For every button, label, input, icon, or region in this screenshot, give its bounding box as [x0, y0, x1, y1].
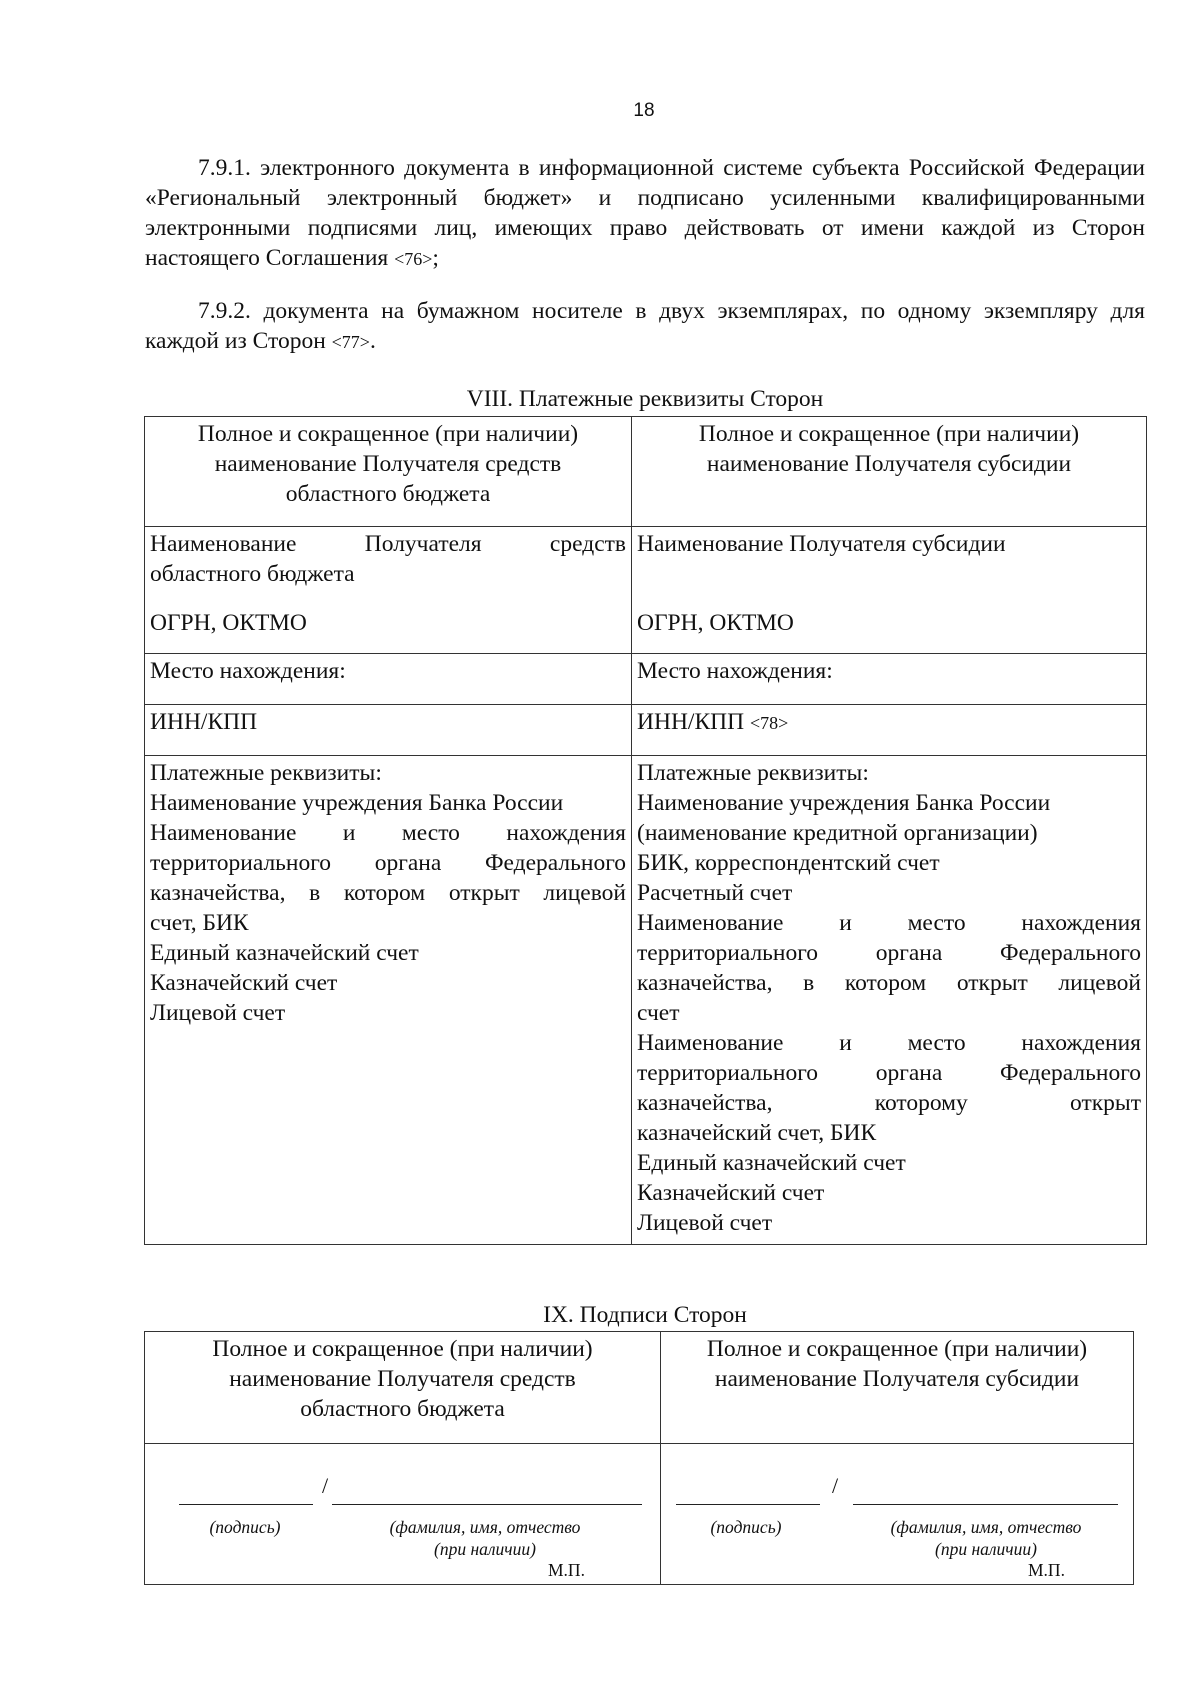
- recipient-name-label: областного бюджета: [150, 561, 355, 587]
- detail-line: (наименование кредитной организации): [637, 820, 1038, 846]
- header-line: Полное и сокращенное (при наличии): [706, 1336, 1088, 1362]
- full-name-caption-line: (при наличии): [935, 1539, 1037, 1559]
- stamp-place: М.П.: [1028, 1560, 1065, 1580]
- paragraph-7-9-1-end: ;: [432, 245, 439, 271]
- detail-line: Лицевой счет: [637, 1210, 773, 1236]
- signature-header-subsidy-recipient: [661, 1332, 1134, 1444]
- paragraph-7-9-2: [145, 296, 1145, 357]
- full-name-caption: [856, 1516, 1116, 1560]
- header-line: областного бюджета: [285, 481, 491, 507]
- detail-line: Казначейский счет: [637, 1180, 825, 1206]
- recipient-name-label: Наименование Получателя средств: [150, 531, 626, 557]
- footnote-ref-77: <77>: [331, 332, 370, 352]
- detail-line: Наименование учреждения Банка России: [637, 790, 1051, 816]
- footnote-ref-76: <76>: [394, 249, 433, 269]
- header-cell-subsidy-recipient: [632, 417, 1147, 527]
- cell-location-left: Место нахождения:: [145, 654, 632, 705]
- section-9-title: IX. Подписи Сторон: [543, 1302, 747, 1328]
- detail-line: Наименование и место нахождения: [150, 820, 626, 846]
- detail-line: Лицевой счет: [150, 1000, 286, 1026]
- slash-separator: /: [832, 1473, 839, 1498]
- header-cell-budget-recipient: [145, 417, 632, 527]
- signature-caption: (подпись): [710, 1517, 782, 1537]
- detail-line: территориального органа Федерального: [637, 1060, 1141, 1086]
- header-line: наименование Получателя субсидии: [714, 1366, 1080, 1392]
- full-name-caption-line: (фамилия, имя, отчество: [890, 1517, 1082, 1537]
- payment-details-table: [144, 416, 1147, 1245]
- slash-separator: /: [322, 1473, 329, 1498]
- detail-line: казначейский счет, БИК: [637, 1120, 877, 1146]
- signatures-header-row: [145, 1332, 1134, 1444]
- signature-block-subsidy-recipient: [661, 1444, 1134, 1585]
- detail-line: Наименование и место нахождения: [637, 910, 1141, 936]
- cell-payment-details-left: [145, 756, 632, 1245]
- cell-payment-details-right: [632, 756, 1147, 1245]
- inn-label: ИНН/КПП: [637, 709, 745, 735]
- ogrn-oktmo-label: ОГРН, ОКТМО: [150, 610, 307, 636]
- cell-inn-left: ИНН/КПП: [145, 705, 632, 756]
- table-row-location: [145, 654, 1147, 705]
- table-row-inn: [145, 705, 1147, 756]
- header-line: наименование Получателя средств: [229, 1366, 576, 1392]
- cell-budget-recipient-name: [145, 527, 632, 654]
- detail-line: казначейства, в котором открыт лицевой: [150, 880, 626, 906]
- signature-header-budget-recipient: [145, 1332, 661, 1444]
- detail-line: Единый казначейский счет: [637, 1150, 906, 1176]
- full-name-caption: [355, 1516, 615, 1560]
- header-line: Полное и сокращенное (при наличии): [698, 421, 1080, 447]
- detail-line: Единый казначейский счет: [150, 940, 419, 966]
- signature-caption: (подпись): [209, 1517, 281, 1537]
- detail-line: казначейства, которому открыт: [637, 1090, 1141, 1116]
- paragraph-7-9-1-text: 7.9.1. электронного документа в информационной системе субъекта Российской Федерации «Региональный электронный бюджет» и подписано усиленными квалифицированными электронными подписями лиц, имеющих право действовать от имени каждой из Сторон настоящего Соглашения: [145, 155, 1145, 271]
- header-line: областного бюджета: [300, 1396, 505, 1422]
- header-line: Полное и сокращенное (при наличии): [197, 421, 579, 447]
- ogrn-oktmo-label: ОГРН, ОКТМО: [637, 610, 794, 636]
- detail-line: Казначейский счет: [150, 970, 338, 996]
- cell-inn-right: [632, 705, 1147, 756]
- detail-line: счет, БИК: [150, 910, 249, 936]
- detail-line: казначейства, в котором открыт лицевой: [637, 970, 1141, 996]
- signature-line[interactable]: [676, 1504, 820, 1505]
- footnote-ref-78: <78>: [749, 713, 789, 733]
- full-name-line[interactable]: [853, 1504, 1118, 1505]
- detail-line: Платежные реквизиты:: [150, 760, 382, 786]
- section-8-title: VIII. Платежные реквизиты Сторон: [466, 386, 824, 412]
- page-number: 18: [633, 100, 655, 121]
- detail-line: территориального органа Федерального: [637, 940, 1141, 966]
- table-row-payment-details: [145, 756, 1147, 1245]
- subsidy-recipient-name-label: Наименование Получателя субсидии: [637, 531, 1006, 557]
- full-name-line[interactable]: [332, 1504, 642, 1505]
- full-name-caption-line: (при наличии): [434, 1539, 536, 1559]
- stamp-place: М.П.: [548, 1560, 585, 1580]
- signatures-table: [144, 1331, 1134, 1585]
- cell-subsidy-recipient-name: [632, 527, 1147, 654]
- cell-location-right: Место нахождения:: [632, 654, 1147, 705]
- detail-line: БИК, корреспондентский счет: [637, 850, 940, 876]
- paragraph-7-9-1: [145, 153, 1145, 274]
- paragraph-7-9-2-end: .: [369, 328, 376, 354]
- paragraph-7-9-2-text: 7.9.2. документа на бумажном носителе в двух экземплярах, по одному экземпляру для каждой из Сторон: [145, 298, 1145, 354]
- signatures-row: [145, 1444, 1134, 1585]
- detail-line: счет: [637, 1000, 680, 1026]
- table-header-row: [145, 417, 1147, 527]
- detail-line: территориального органа Федерального: [150, 850, 626, 876]
- header-line: наименование Получателя средств: [214, 451, 562, 477]
- detail-line: Наименование и место нахождения: [637, 1030, 1141, 1056]
- header-line: наименование Получателя субсидии: [706, 451, 1072, 477]
- signature-block-budget-recipient: [145, 1444, 661, 1585]
- table-row-name: [145, 527, 1147, 654]
- signature-line[interactable]: [179, 1504, 313, 1505]
- detail-line: Наименование учреждения Банка России: [150, 790, 564, 816]
- detail-line: Платежные реквизиты:: [637, 760, 869, 786]
- header-line: Полное и сокращенное (при наличии): [212, 1336, 593, 1362]
- detail-line: Расчетный счет: [637, 880, 793, 906]
- full-name-caption-line: (фамилия, имя, отчество: [389, 1517, 581, 1537]
